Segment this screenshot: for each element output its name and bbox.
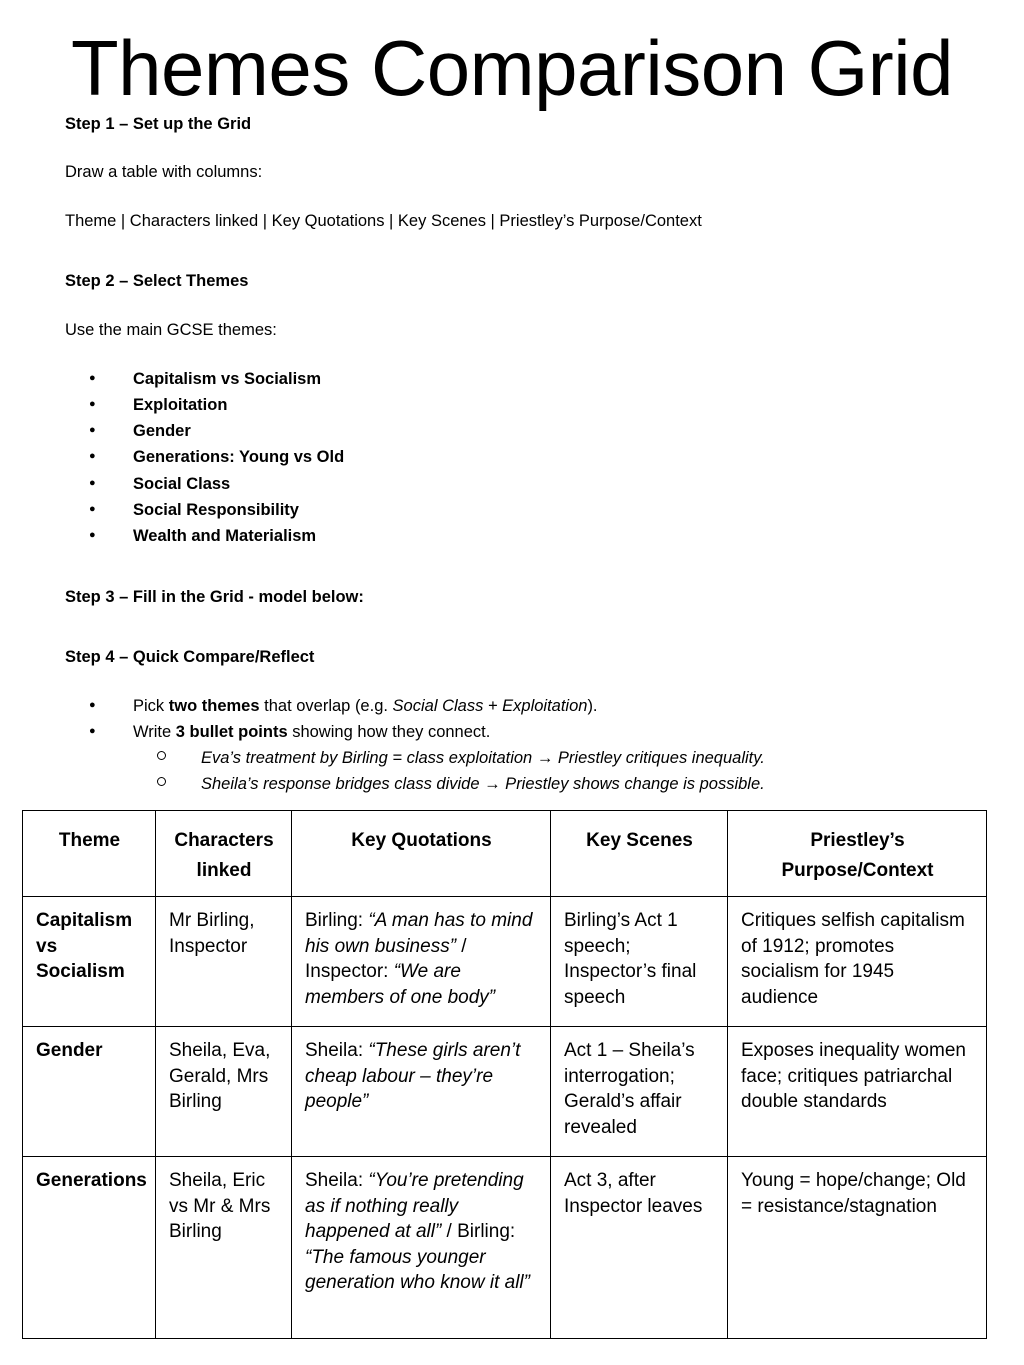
purpose-cell: Young = hope/change; Old = resistance/stagnation xyxy=(728,1157,987,1339)
text-run: that overlap (e.g. xyxy=(259,697,393,715)
quotations-cell xyxy=(292,1027,551,1157)
scenes-cell: Birling’s Act 1 speech; Inspector’s final speech xyxy=(551,897,728,1027)
bullet-icon xyxy=(89,474,103,495)
bullet-icon xyxy=(89,421,103,442)
text-run: Social Class + Exploitation xyxy=(392,697,588,715)
circle-bullet-icon xyxy=(157,774,169,786)
text-run: Sheila: xyxy=(305,1040,369,1061)
text-run: Sheila: xyxy=(305,1170,369,1191)
theme-cell: Capitalism vs Socialism xyxy=(23,897,156,1027)
step2-heading: Step 2 – Select Themes xyxy=(65,272,249,290)
step1-line1: Draw a table with columns: xyxy=(65,163,263,181)
list-item: Social Responsibility xyxy=(133,501,299,519)
bullet-icon xyxy=(89,722,103,743)
column-header: Theme xyxy=(23,811,156,897)
theme-cell: Gender xyxy=(23,1027,156,1157)
purpose-cell: Exposes inequality women face; critiques patriarchal double standards xyxy=(728,1027,987,1157)
column-header: Key Scenes xyxy=(551,811,728,897)
characters-cell: Sheila, Eric vs Mr & Mrs Birling xyxy=(156,1157,292,1339)
step4-bullet-2 xyxy=(133,722,490,742)
purpose-cell: Critiques selfish capitalism of 1912; promotes socialism for 1945 audience xyxy=(728,897,987,1027)
table-row xyxy=(23,897,987,1027)
theme-cell: Generations xyxy=(23,1157,156,1339)
step4-heading: Step 4 – Quick Compare/Reflect xyxy=(65,648,315,666)
characters-cell: Mr Birling, Inspector xyxy=(156,897,292,1027)
quotations-cell xyxy=(292,1157,551,1339)
bullet-icon xyxy=(89,500,103,521)
scenes-cell: Act 3, after Inspector leaves xyxy=(551,1157,728,1339)
list-item: Social Class xyxy=(133,475,231,493)
text-run: 3 bullet points xyxy=(175,723,288,741)
text-run: ). xyxy=(587,697,598,715)
bullet-icon xyxy=(89,696,103,717)
list-item: Exploitation xyxy=(133,396,228,414)
quote-text: “The famous younger generation who know it all” xyxy=(305,1246,530,1294)
column-header: Priestley’s Purpose/Context xyxy=(728,811,987,897)
list-item: Capitalism vs Socialism xyxy=(133,370,322,388)
quote-text: “We are members of one body” xyxy=(305,961,496,1008)
text-run: / Inspector: xyxy=(305,935,467,983)
text-run: Birling: xyxy=(305,910,369,931)
quote-text: “These girls aren’t cheap labour – they’re people” xyxy=(305,1040,521,1113)
column-header: Key Quotations xyxy=(292,811,551,897)
step3-heading: Step 3 – Fill in the Grid - model below: xyxy=(65,588,364,606)
list-item: Wealth and Materialism xyxy=(133,527,317,545)
step4-sub-1: Eva’s treatment by Birling = class exploitation → Priestley critiques inequality. xyxy=(201,749,765,767)
bullet-icon xyxy=(89,447,103,468)
text-run: showing how they connect. xyxy=(287,723,491,741)
step4-bullet-1 xyxy=(133,696,598,716)
step2-intro: Use the main GCSE themes: xyxy=(65,321,277,339)
bullet-icon xyxy=(89,526,103,547)
text-run: two themes xyxy=(168,697,260,715)
bullet-icon xyxy=(89,395,103,416)
quotations-cell xyxy=(292,897,551,1027)
text-run: Pick xyxy=(133,697,169,715)
bullet-icon xyxy=(89,369,103,390)
characters-cell: Sheila, Eva, Gerald, Mrs Birling xyxy=(156,1027,292,1157)
list-item: Gender xyxy=(133,422,191,440)
text-run: Write xyxy=(133,723,176,741)
table-row xyxy=(23,1157,987,1339)
list-item: Generations: Young vs Old xyxy=(133,448,345,466)
step1-columns: Theme | Characters linked | Key Quotations | Key Scenes | Priestley’s Purpose/Context xyxy=(65,212,702,230)
table-row xyxy=(23,1027,987,1157)
quote-text: “You’re pretending as if nothing really happened at all” xyxy=(305,1170,524,1243)
step4-sub-2: Sheila’s response bridges class divide → Priestley shows change is possible. xyxy=(201,775,765,793)
themes-grid-table xyxy=(22,810,987,1339)
column-header: Characters linked xyxy=(156,811,292,897)
table-header-row xyxy=(23,811,987,897)
circle-bullet-icon xyxy=(157,748,169,760)
page-title: Themes Comparison Grid xyxy=(71,24,953,112)
scenes-cell: Act 1 – Sheila’s interrogation; Gerald’s affair revealed xyxy=(551,1027,728,1157)
text-run: / Birling: xyxy=(441,1221,516,1243)
quote-text: “A man has to mind his own business” xyxy=(305,910,533,957)
step1-heading: Step 1 – Set up the Grid xyxy=(65,115,252,133)
